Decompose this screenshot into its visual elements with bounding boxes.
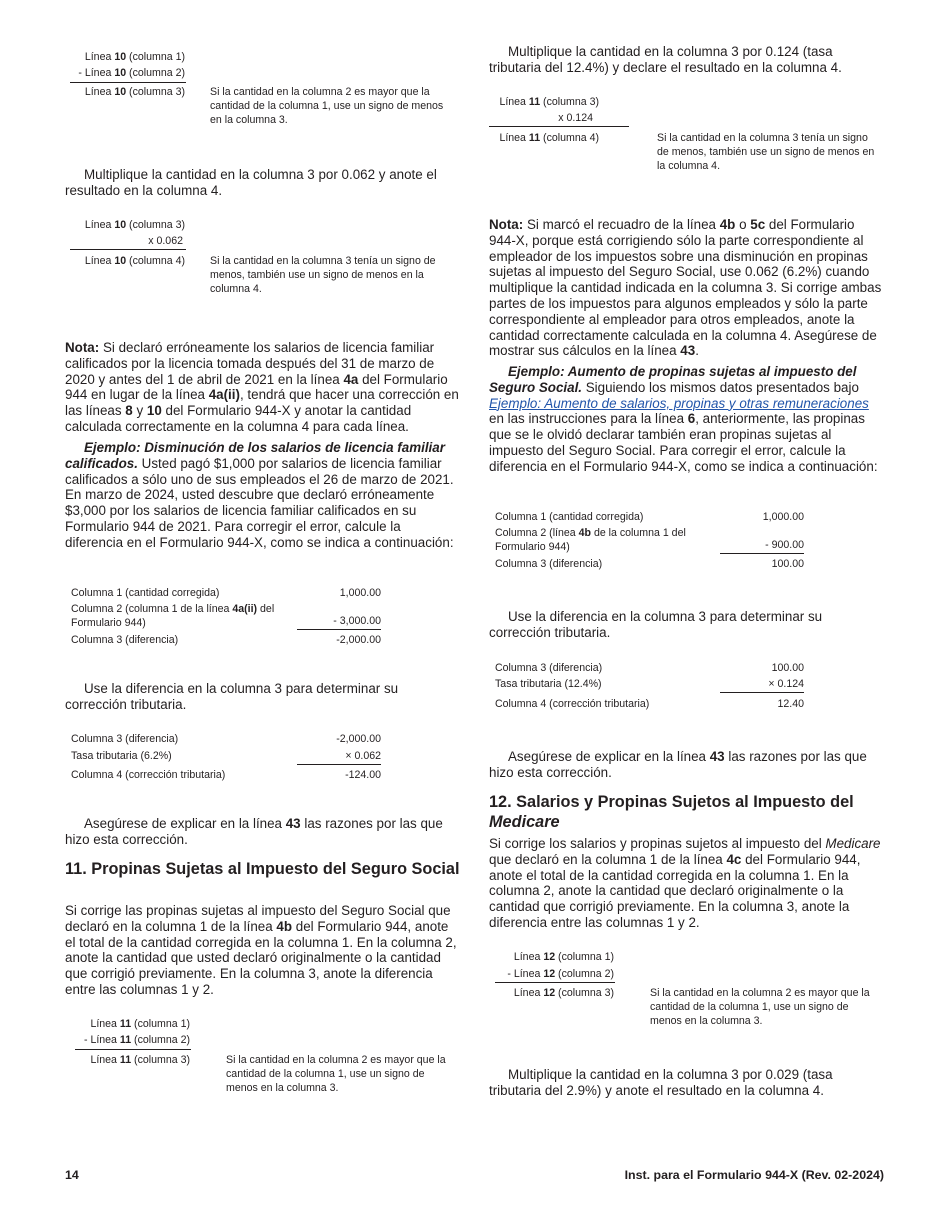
table-row-value: - 3,000.00 <box>333 615 381 627</box>
calc-line-3: Línea 11 (columna 4) <box>499 132 599 144</box>
example-link[interactable]: Ejemplo: Aumento de salarios, propinas y otras remuneraciones <box>489 395 869 411</box>
table-row-label: Columna 3 (diferencia) <box>71 634 179 646</box>
table-row-label: Columna 4 (corrección tributaria) <box>495 698 650 710</box>
table-rule <box>720 692 804 693</box>
table-row-label: Tasa tributaria (12.4%) <box>495 678 602 690</box>
calc-rule <box>70 249 186 250</box>
table-row-value: -2,000.00 <box>336 733 381 745</box>
table-rule <box>720 553 804 554</box>
table-row-label: Tasa tributaria (6.2%) <box>71 750 172 762</box>
calc-note: Si la cantidad en la columna 3 tenía un signo de menos, también use un signo de menos en la columna 4. <box>657 132 875 173</box>
calc-line-3: Línea 12 (columna 3) <box>513 987 614 999</box>
section-11-heading: 11. Propinas Sujetas al Impuesto del Seguro Social <box>65 860 460 878</box>
paragraph-use-difference: Use la diferencia en la columna 3 para determinar su corrección tributaria. <box>489 609 823 640</box>
section-12-body: Si corrige los salarios y propinas sujetos al impuesto del Medicare que declaró en la columna 1 de la línea 4c del Formulario 944, anote el total de la cantidad corregida en la columna 1. En la columna 2, anote la cantidad que declaró originalmente o la cantidad que corrigió previamente. En la columna 3, anote la diferencia entre las columnas 1 y 2. <box>489 836 881 930</box>
table-rule <box>297 629 381 630</box>
form-title: Inst. para el Formulario 944-X (Rev. 02-2024) <box>624 1168 884 1182</box>
table-row-label: Columna 3 (diferencia) <box>495 558 603 570</box>
table-row-value: × 0.124 <box>768 678 804 690</box>
paragraph-explain: Asegúrese de explicar en la línea 43 las razones por las que hizo esta corrección. <box>65 816 443 847</box>
table-row-value: -124.00 <box>345 769 381 781</box>
calc-rule <box>75 1049 191 1050</box>
calc-line-3: Línea 10 (columna 4) <box>84 255 185 267</box>
calc-line-1: Línea 11 (columna 3) <box>499 96 599 108</box>
table-row-label: Columna 2 (línea 4b de la columna 1 del Formulario 944) <box>495 527 686 553</box>
calc-line-2: x 0.124 <box>558 112 593 124</box>
nota-paragraph: Nota: Si marcó el recuadro de la línea 4b o 5c del Formulario 944-X, porque está corrigiendo sólo la parte correspondiente al empleador de los impuestos sobre una disminución en propinas sujetas al impuesto del Seguro Social, use 0.062 (6.2%) cuando multiplique la cantidad indicada en la columna 3. Si corrige ambas partes de los impuestos para algunos empleados y sólo la parte correspondiente al empleador para otros empleados, anote la cantidad correctamente calculada en la columna 4. Asegúrese de mostrar sus cálculos en la línea 43. <box>489 217 882 359</box>
calc-line-1: Línea 12 (columna 1) <box>513 951 614 963</box>
table-row-label: Columna 3 (diferencia) <box>495 662 603 674</box>
table-row-label: Columna 1 (cantidad corregida) <box>495 511 644 523</box>
table-row-value: -2,000.00 <box>336 634 381 646</box>
calc-note: Si la cantidad en la columna 2 es mayor que la cantidad de la columna 1, use un signo de menos en la columna 3. <box>226 1054 446 1095</box>
table-row-value: - 900.00 <box>765 539 804 551</box>
calc-line-2: - Línea 12 (columna 2) <box>507 968 614 980</box>
table-row-label: Columna 4 (corrección tributaria) <box>71 769 226 781</box>
table-rule <box>297 764 381 765</box>
table-row-value: 100.00 <box>771 662 804 674</box>
table-row-label: Columna 1 (cantidad corregida) <box>71 587 220 599</box>
page-number: 14 <box>65 1168 79 1182</box>
paragraph-explain: Asegúrese de explicar en la línea 43 las razones por las que hizo esta corrección. <box>489 749 867 780</box>
table-row-label: Columna 2 (columna 1 de la línea 4a(ii) del Formulario 944) <box>71 603 275 629</box>
calc-rule <box>70 82 186 83</box>
calc-line-3: Línea 11 (columna 3) <box>90 1054 190 1066</box>
paragraph-multiply: Multiplique la cantidad en la columna 3 por 0.124 (tasa tributaria del 12.4%) y declare el resultado en la columna 4. <box>489 44 842 75</box>
calc-line-2: - Línea 10 (columna 2) <box>78 67 185 79</box>
section-12-heading: 12. Salarios y Propinas Sujetos al Impuesto del Medicare <box>489 793 854 831</box>
calc-rule <box>489 126 629 127</box>
calc-line-1: Línea 10 (columna 3) <box>84 219 185 231</box>
section-11-body: Si corrige las propinas sujetas al impuesto del Seguro Social que declaró en la columna 1 de la línea 4b del Formulario 944, anote el total de la cantidad corregida en la columna 1. En la columna 2, anote la cantidad que usted declaró originalmente o la cantidad que corrigió previamente. En la columna 3, anote la diferencia entre las columnas 1 y 2. <box>65 903 457 997</box>
calc-line-2: x 0.062 <box>148 235 183 247</box>
calc-line-1: Línea 10 (columna 1) <box>84 51 185 63</box>
calc-note: Si la cantidad en la columna 2 es mayor que la cantidad de la columna 1, use un signo de menos en la columna 3. <box>210 86 444 127</box>
calc-line-3: Línea 10 (columna 3) <box>84 86 185 98</box>
paragraph-multiply: Multiplique la cantidad en la columna 3 por 0.062 y anote el resultado en la columna 4. <box>65 167 437 198</box>
table-row-label: Columna 3 (diferencia) <box>71 733 179 745</box>
calc-note: Si la cantidad en la columna 2 es mayor que la cantidad de la columna 1, use un signo de menos en la columna 3. <box>650 987 870 1028</box>
example-paragraph: Ejemplo: Disminución de los salarios de licencia familiar calificados. Usted pagó $1,000 por salarios de licencia familiar calificados a sólo uno de sus empleados el 26 de marzo de 2021. En marzo de 2024, usted descubre que declaró erróneamente $3,000 por los salarios de licencia familiar calificados en su Formulario 944 de 2021. Para corregir el error, calcule la diferencia en el Formulario 944-X, como se indica a continuación: <box>65 440 454 550</box>
calc-note: Si la cantidad en la columna 3 tenía un signo de menos, también use un signo de menos en la columna 4. <box>210 255 436 296</box>
table-row-value: × 0.062 <box>345 750 381 762</box>
nota-paragraph: Nota: Si declaró erróneamente los salarios de licencia familiar calificados por la licencia tomada después del 31 de marzo de 2020 y antes del 1 de abril de 2021 en la línea 4a del Formulario 944 en lugar de la línea 4a(ii), tendrá que hacer una corrección en las líneas 8 y 10 del Formulario 944-X y anotar la cantidad calculada correctamente en la columna 4 para cada línea. <box>65 340 459 434</box>
paragraph-use-difference: Use la diferencia en la columna 3 para determinar su corrección tributaria. <box>65 681 399 712</box>
calc-line-1: Línea 11 (columna 1) <box>90 1018 190 1030</box>
table-row-value: 100.00 <box>771 558 804 570</box>
example-paragraph: Ejemplo: Aumento de propinas sujetas al impuesto del Seguro Social. Siguiendo los mismos datos presentados bajo Ejemplo: Aumento de salarios, propinas y otras remuneraciones en las instrucciones para la línea 6, anteriormente, las propinas que se le olvidó declarar también eran propinas sujetas al impuesto del Seguro Social. Para corregir el error, calcule la diferencia en el Formulario 944-X, como se indica a continuación: <box>489 364 878 474</box>
calc-line-2: - Línea 11 (columna 2) <box>83 1034 190 1046</box>
table-row-value: 1,000.00 <box>762 511 804 523</box>
table-row-value: 1,000.00 <box>339 587 381 599</box>
table-row-value: 12.40 <box>777 698 804 710</box>
calc-rule <box>495 982 615 983</box>
paragraph-final: Multiplique la cantidad en la columna 3 por 0.029 (tasa tributaria del 2.9%) y anote el resultado en la columna 4. <box>489 1067 833 1098</box>
